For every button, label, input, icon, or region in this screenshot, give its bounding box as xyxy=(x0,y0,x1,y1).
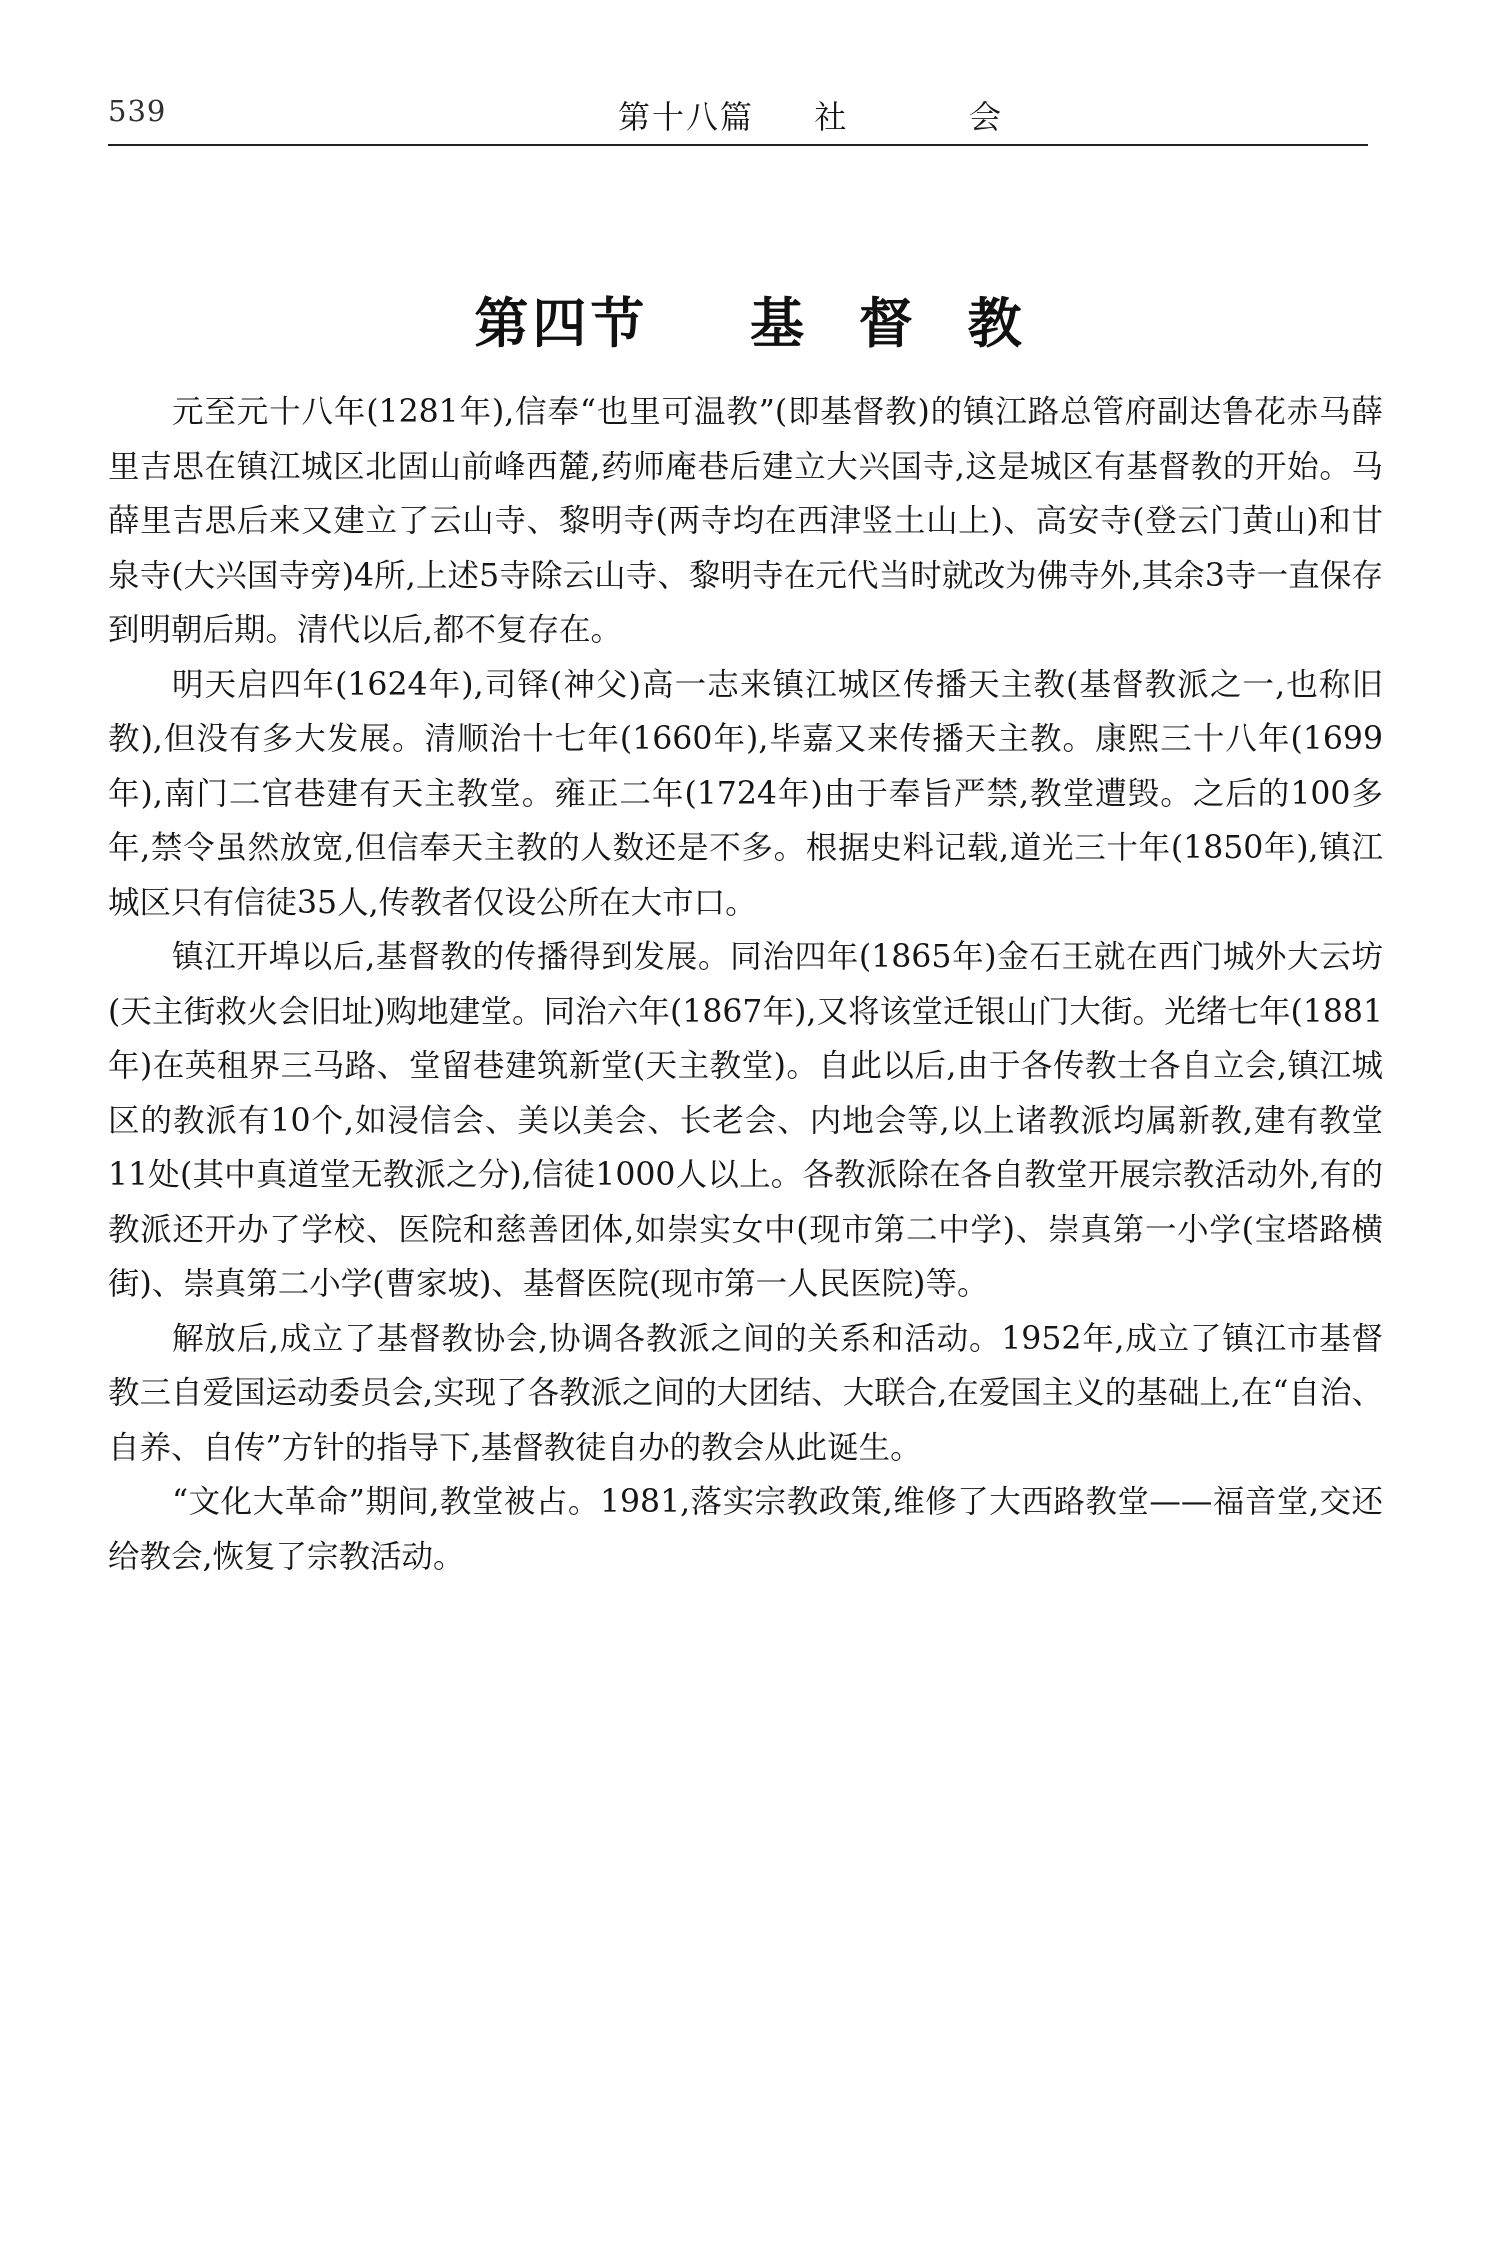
paragraph-port-opening-protestantism: 镇江开埠以后,基督教的传播得到发展。同治四年(1865年)金石王就在西门城外大云坊(天主街救火会旧址)购地建堂。同治六年(1867年),又将该堂迁银山门大街。光绪七年(1881年)在英租界三马路、堂留巷建筑新堂(天主教堂)。自此以后,由于各传教士各自立会,镇江城区的教派有10个,如浸信会、美以美会、长老会、内地会等,以上诸教派均属新教,建有教堂11处(其中真道堂无教派之分),信徒1000人以上。各教派除在各自教堂开展宗教活动外,有的教派还开办了学校、医院和慈善团体,如崇实女中(现市第二中学)、崇真第一小学(宝塔路横街)、崇真第二小学(曹家坡)、基督医院(现市第一人民医院)等。 xyxy=(108,939,1383,1302)
running-header xyxy=(108,92,1368,146)
paragraph-yuan-dynasty: 元至元十八年(1281年),信奉“也里可温教”(即基督教)的镇江路总管府副达鲁花赤马薛里吉思在镇江城区北固山前峰西麓,药师庵巷后建立大兴国寺,这是城区有基督教的开始。马薛里吉思后来又建立了云山寺、黎明寺(两寺均在西津竖土山上)、高安寺(登云门黄山)和甘泉寺(大兴国寺旁)4所,上述5寺除云山寺、黎明寺在元代当时就改为佛寺外,其余3寺一直保存到明朝后期。清代以后,都不复存在。 xyxy=(108,394,1383,648)
header-divider xyxy=(108,144,1368,146)
section-body xyxy=(108,385,1383,1584)
paragraph-cultural-revolution: “文化大革命”期间,教堂被占。1981,落实宗教政策,维修了大西路教堂——福音堂,交还给教会,恢复了宗教活动。 xyxy=(108,1484,1383,1575)
section-title: 第四节 基 督 教 xyxy=(474,292,1026,356)
paragraph-after-liberation: 解放后,成立了基督教协会,协调各教派之间的关系和活动。1952年,成立了镇江市基督教三自爱国运动委员会,实现了各教派之间的大团结、大联合,在爱国主义的基础上,在“自治、自养、自传”方针的指导下,基督教徒自办的教会从此诞生。 xyxy=(108,1320,1383,1466)
paragraph-ming-qing-catholicism: 明天启四年(1624年),司铎(神父)高一志来镇江城区传播天主教(基督教派之一,也称旧教),但没有多大发展。清顺治十七年(1660年),毕嘉又来传播天主教。康熙三十八年(1699年),南门二官巷建有天主教堂。雍正二年(1724年)由于奉旨严禁,教堂遭毁。之后的100多年,禁令虽然放宽,但信奉天主教的人数还是不多。根据史料记载,道光三十年(1850年),镇江城区只有信徒35人,传教者仅设公所在大市口。 xyxy=(108,666,1383,921)
page-number: 539 xyxy=(108,94,167,128)
chapter-header-title: 第十八篇 社 会 xyxy=(618,98,1004,136)
